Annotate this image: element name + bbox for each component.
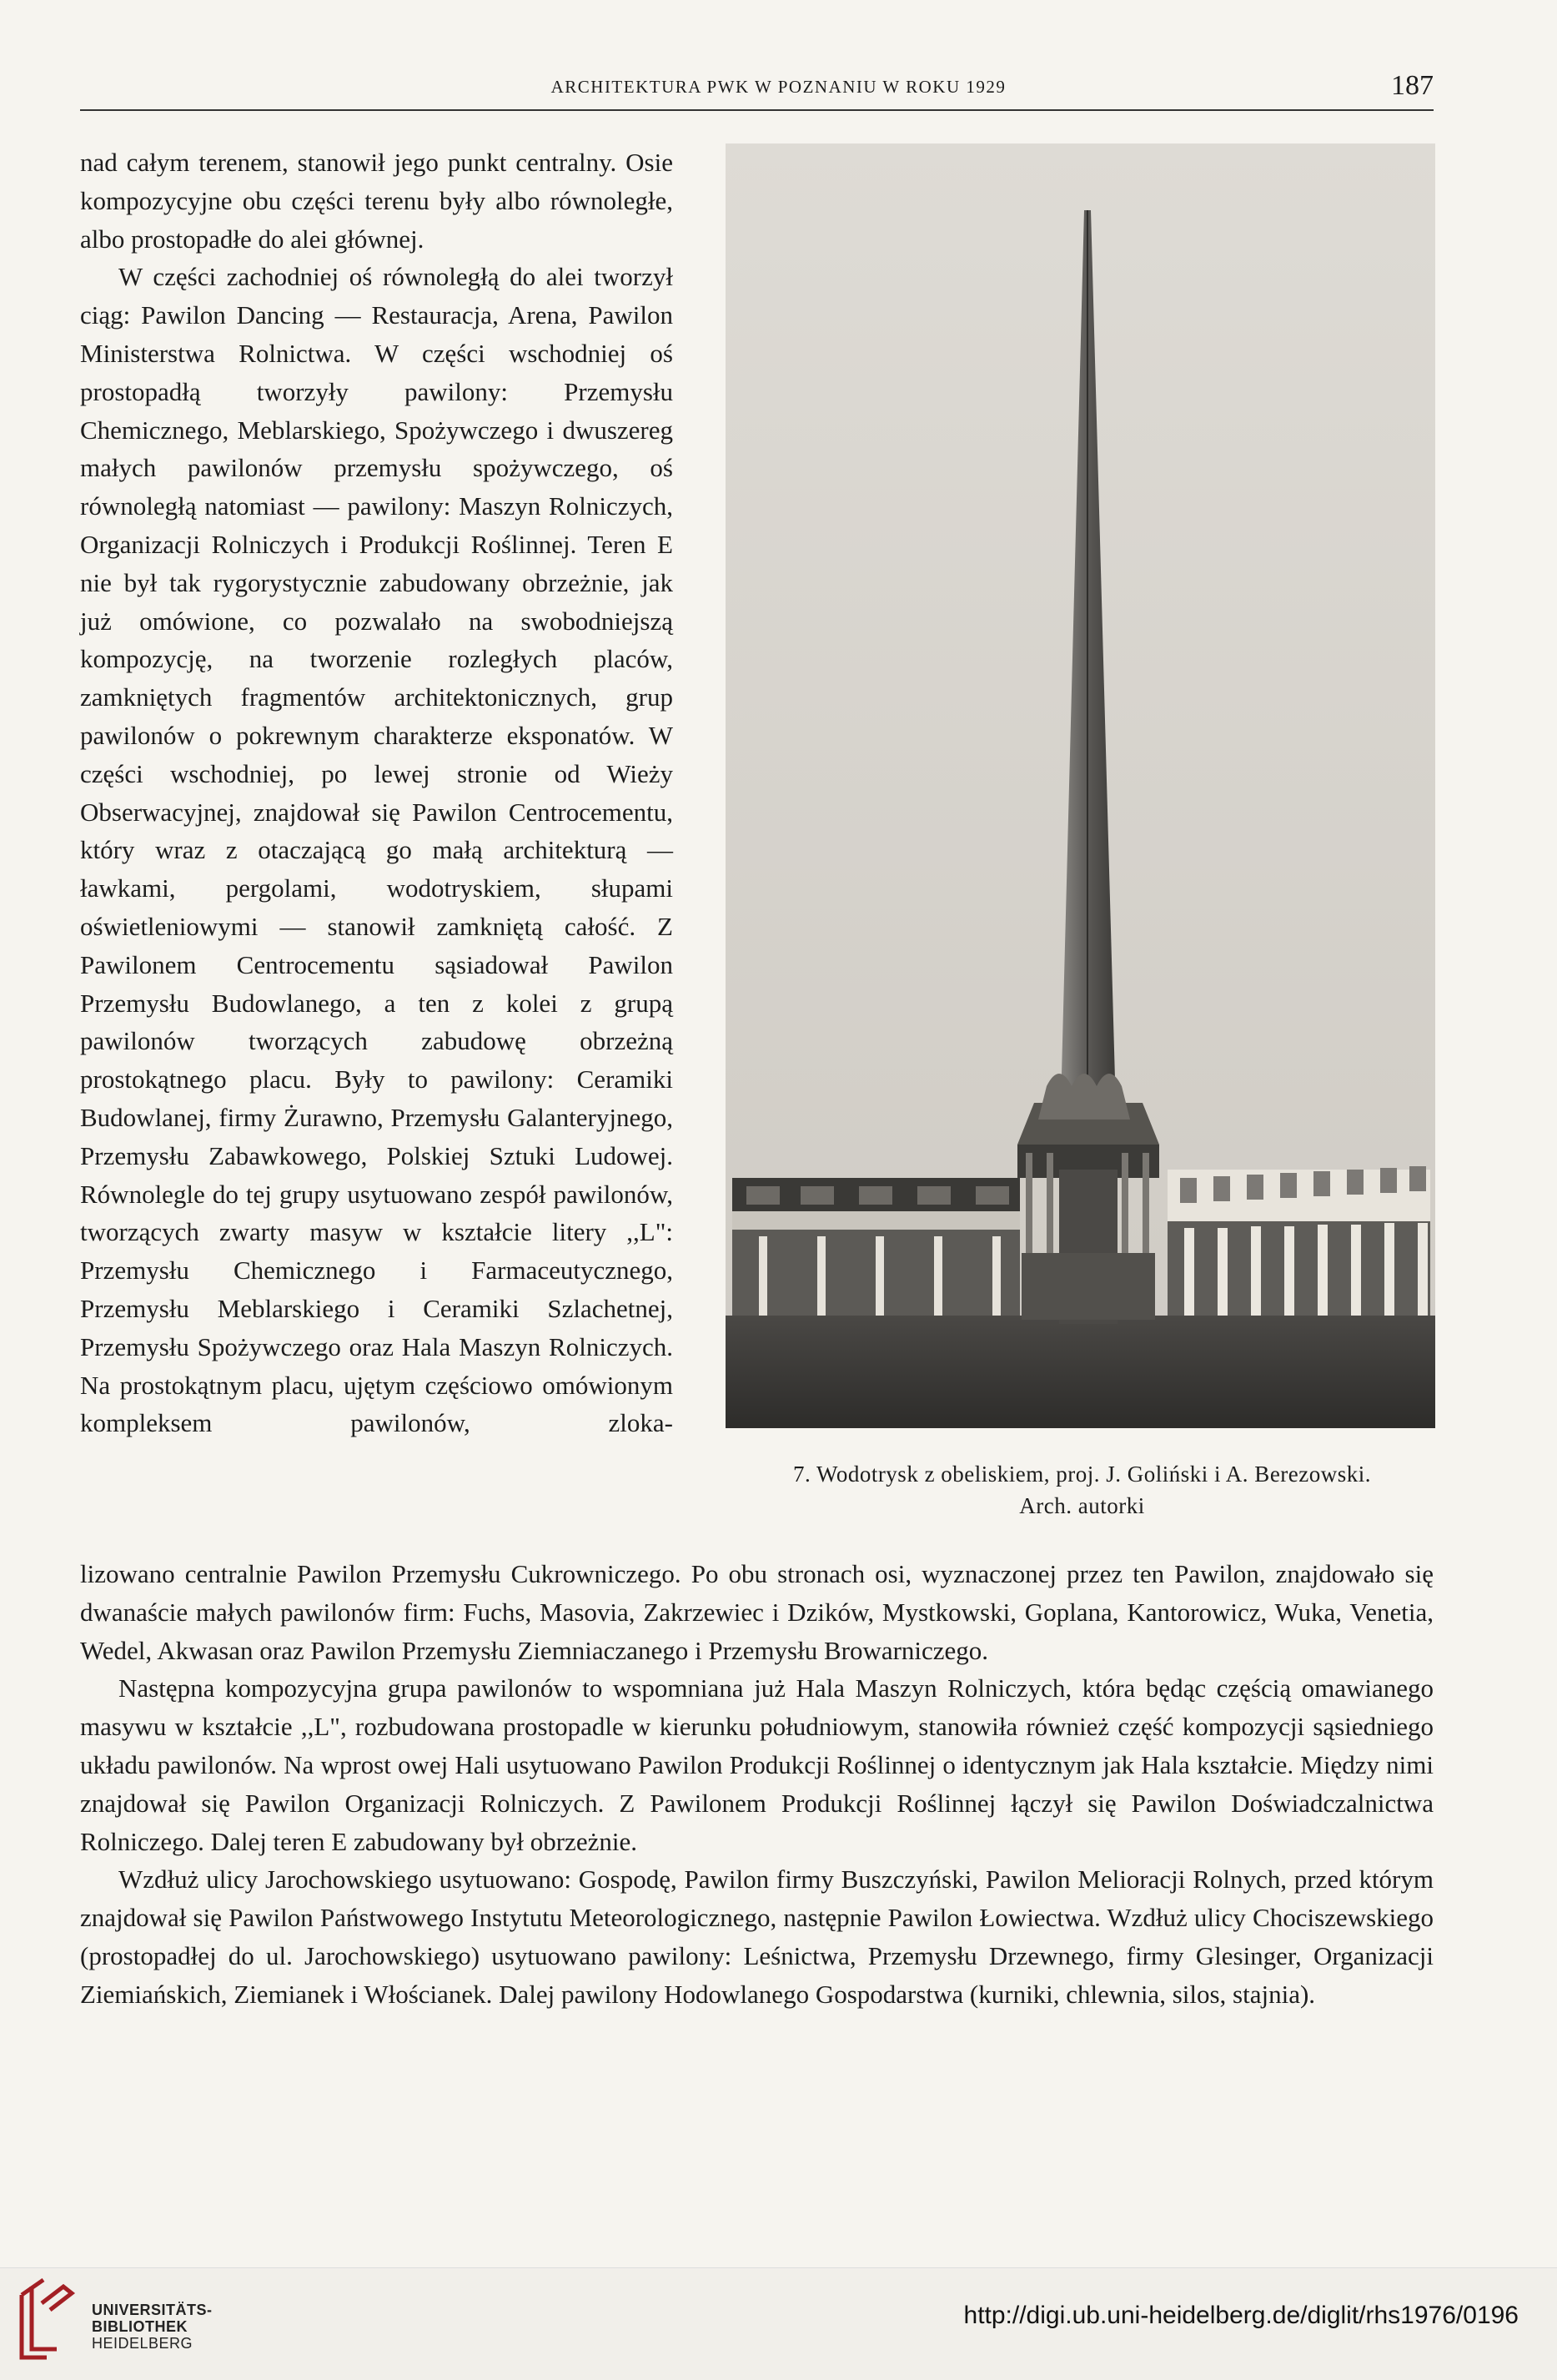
paragraph: Następna kompozycyjna grupa pawilonów to wspomniana już Hala Maszyn Rolniczych, która będąc częścią omawianego masywu w kształcie ,,L", rozbudowana prostopadle w kierunku południowym, stanowiła również część kompozycji sąsiedniego układu pawilonów. Na wprost owej Hali usytuowano Pawilon Produkcji Roślinnej o identycznym jak Hala kształcie. Między nimi znajdował się Pawilon Organizacji Rolniczych. Z Pawilonem Produkcji Roślinnej łączył się Pawilon Doświadczalnictwa Rolniczego. Dalej teren E zabudowany był obrzeżnie. bbox=[80, 1673, 1434, 1856]
library-name bbox=[92, 2302, 213, 2352]
source-url-link[interactable]: http://digi.ub.uni-heidelberg.de/diglit/rhs1976/0196 bbox=[963, 2302, 1519, 2329]
paragraph: W części zachodniej oś równoległą do alei tworzył ciąg: Pawilon Dancing — Restauracja, Arena, Pawilon Ministerstwa Rolnictwa. W części wschodniej oś prostopadłą tworzyły pawilony: Przemysłu Chemicznego, Meblarskiego, Spożywczego i dwuszereg małych pawilonów przemysłu spożywczego, oś równoległą natomiast — pawilony: Maszyn Rolniczych, Organizacji Rolniczych i Produkcji Roślinnej. Teren E nie był tak rygorystycznie zabudowany obrzeżnie, jak już omówione, co pozwalało na swobodniejszą kompozycję, na tworzenie rozległych placów, zamkniętych fragmentów architektonicznych, grup pawilonów o pokrewnym charakterze eksponatów. W części wschodniej, po lewej stronie od Wieży Obserwacyjnej, znajdował się Pawilon Centrocementu, który wraz z otaczającą go małą architekturą — ławkami, pergolami, wodotryskiem, słupami oświetleniowymi — stanowił zamkniętą całość. Z Pawilonem Centrocementu sąsiadował Pawilon Przemysłu Budowlanego, a ten z kolei z grupą pawilonów tworzących zabudowę obrzeżną prostokątnego placu. Były to pawilony: Ceramiki Budowlanej, firmy Żurawno, Przemysłu Galanteryjnego, Przemysłu Zabawkowego, Polskiej Sztuki Ludowej. Równolegle do tej grupy usytuowano zespół pawilonów, tworzących zwarty masyw w kształcie litery ,,L": Przemysłu Chemicznego i Farmaceutycznego, Przemysłu Meblarskiego i Ceramiki Szlachetnej, Przemysłu Spożywczego oraz Hala Maszyn Rolniczych. Na prostokątnym placu, ujętym częściowo omówionym kompleksem pawilonów, zloka- bbox=[80, 262, 673, 1438]
figure-caption bbox=[709, 1458, 1455, 1522]
running-header-title: ARCHITEKTURA PWK W POZNANIU W ROKU 1929 bbox=[550, 77, 1007, 97]
paragraph: lizowano centralnie Pawilon Przemysłu Cukrowniczego. Po obu stronach osi, wyznaczonej przez ten Pawilon, znajdowało się dwanaście małych pawilonów firm: Fuchs, Masovia, Zakrzewiec i Dzików, Mystkowski, Goplana, Kantorowicz, Wuka, Venetia, Wedel, Akwasan oraz Pawilon Przemysłu Ziemniaczanego i Przemysłu Browarniczego. bbox=[80, 1559, 1434, 1665]
footer-bar bbox=[0, 2267, 1557, 2380]
left-column-text bbox=[80, 143, 673, 1442]
library-name-line: HEIDELBERG bbox=[92, 2335, 193, 2352]
library-name-line: UNIVERSITÄTS- bbox=[92, 2302, 213, 2318]
library-logo-icon bbox=[13, 2278, 80, 2370]
header-rule bbox=[80, 109, 1434, 111]
caption-credit: Arch. autorki bbox=[1019, 1493, 1145, 1518]
obelisk-fountain-photo bbox=[726, 143, 1435, 1428]
full-width-text bbox=[80, 1555, 1434, 2014]
paragraph: nad całym terenem, stanowił jego punkt centralny. Osie kompozycyjne obu części terenu były albo równoległe, albo prostopadłe do alei głównej. bbox=[80, 148, 673, 254]
library-name-line: BIBLIOTHEK bbox=[92, 2318, 188, 2335]
caption-line: 7. Wodotrysk z obeliskiem, proj. J. Goliński i A. Berezowski. bbox=[792, 1462, 1372, 1487]
page-number: 187 bbox=[1391, 70, 1434, 101]
figure-photo bbox=[726, 143, 1435, 1428]
paragraph: Wzdłuż ulicy Jarochowskiego usytuowano: Gospodę, Pawilon firmy Buszczyński, Pawilon Melioracji Rolnych, przed którym znajdował się Pawilon Państwowego Instytutu Meteorologicznego, następnie Pawilon Łowiectwa. Wzdłuż ulicy Chociszewskiego (prostopadłej do ul. Jarochowskiego) usytuowano pawilony: Leśnictwa, Przemysłu Drzewnego, firmy Glesinger, Organizacji Ziemiańskich, Ziemianek i Włościanek. Dalej pawilony Hodowlanego Gospodarstwa (kurniki, chlewnia, silos, stajnia). bbox=[80, 1864, 1434, 2009]
